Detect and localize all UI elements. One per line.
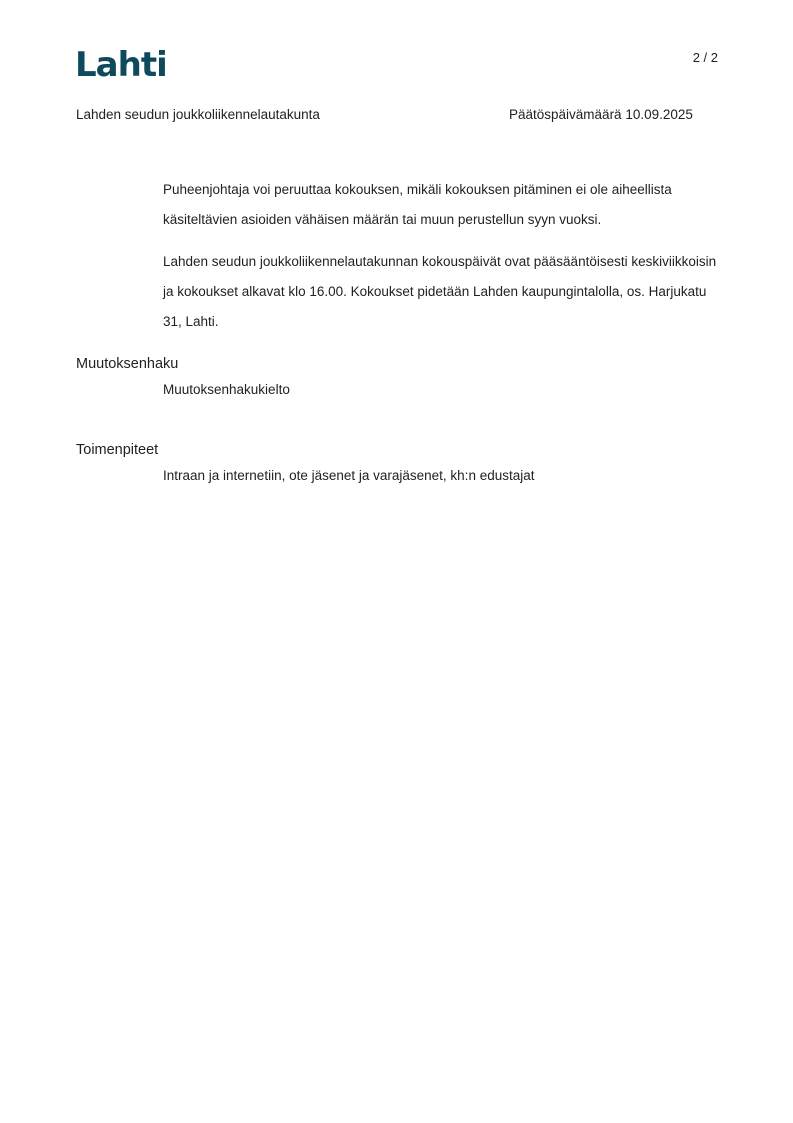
paragraph-meeting-cancellation	[163, 175, 723, 235]
lahti-logo	[75, 46, 167, 84]
paragraph-text: Puheenjohtaja voi peruuttaa kokouksen, mikäli kokouksen pitäminen ei ole aiheellista käsiteltävien asioiden vähäisen määrän tai muun perustellun syyn vuoksi.	[163, 182, 672, 227]
section-heading-actions: Toimenpiteet	[76, 442, 159, 458]
paragraph-text: Lahden seudun joukkoliikennelautakunnan kokouspäivät ovat pääsääntöisesti keskiviikkoisin ja kokoukset alkavat klo 16.00. Kokoukset pidetään Lahden kaupungintalolla, os. Harjukatu 31, Lahti.	[163, 254, 717, 329]
logo-text: Lahti	[75, 45, 167, 85]
section-heading-appeal: Muutoksenhaku	[76, 356, 179, 372]
decision-date: Päätöspäivämäärä 10.09.2025	[509, 107, 693, 122]
paragraph-meeting-schedule	[163, 247, 723, 337]
section-content-appeal: Muutoksenhakukielto	[163, 382, 290, 397]
page-number: 2 / 2	[692, 50, 718, 65]
section-content-actions: Intraan ja internetiin, ote jäsenet ja varajäsenet, kh:n edustajat	[163, 468, 535, 483]
organization-name: Lahden seudun joukkoliikennelautakunta	[76, 107, 320, 122]
